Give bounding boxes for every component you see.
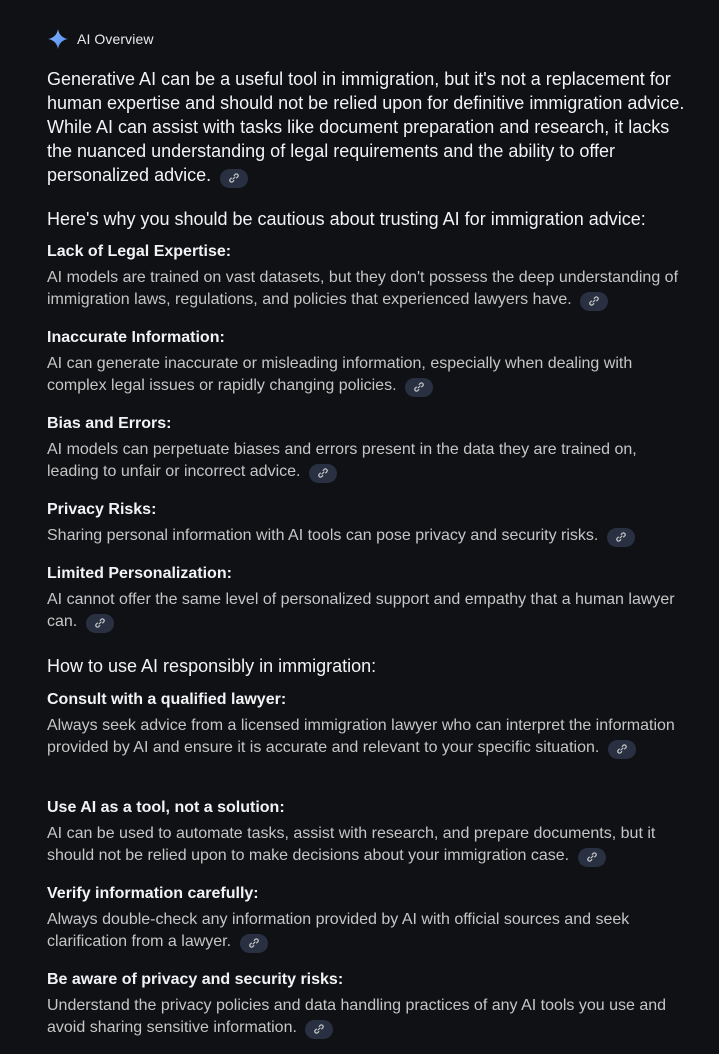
caution-item-title: Inaccurate Information: bbox=[47, 329, 225, 346]
caution-item-body bbox=[47, 353, 687, 397]
source-link-chip[interactable] bbox=[309, 464, 337, 483]
caution-item-privacy-risks bbox=[47, 499, 687, 547]
intro-paragraph bbox=[47, 67, 687, 188]
responsible-item-title: Use AI as a tool, not a solution: bbox=[47, 799, 285, 816]
caution-item-text: AI models can perpetuate biases and errors present in the data they are trained on, leading to unfair or incorrect advice. bbox=[47, 441, 637, 480]
source-link-chip[interactable] bbox=[580, 292, 608, 311]
responsible-item-text: Always double-check any information provided by AI with official sources and seek clarification from a lawyer. bbox=[47, 911, 630, 950]
link-icon bbox=[586, 851, 598, 863]
source-link-chip[interactable] bbox=[607, 528, 635, 547]
responsible-item-title: Verify information carefully: bbox=[47, 885, 259, 902]
responsible-item-verify-information bbox=[47, 883, 687, 953]
responsible-item-text: Always seek advice from a licensed immigration lawyer who can interpret the information provided by AI and ensure it is accurate and relevant to your specific situation. bbox=[47, 717, 675, 756]
link-icon bbox=[313, 1023, 325, 1035]
caution-item-title: Bias and Errors: bbox=[47, 415, 172, 432]
caution-item-text: AI cannot offer the same level of personalized support and empathy that a human lawyer can. bbox=[47, 591, 675, 630]
link-icon bbox=[588, 295, 600, 307]
source-link-chip[interactable] bbox=[608, 740, 636, 759]
caution-item-text: AI can generate inaccurate or misleading information, especially when dealing with complex legal issues or rapidly changing policies. bbox=[47, 355, 633, 394]
link-icon bbox=[616, 743, 628, 755]
source-link-chip[interactable] bbox=[305, 1020, 333, 1039]
link-icon bbox=[248, 937, 260, 949]
caution-item-body bbox=[47, 589, 687, 633]
ai-overview-header bbox=[47, 27, 154, 51]
responsible-item-body bbox=[47, 715, 687, 759]
source-link-chip[interactable] bbox=[220, 169, 248, 188]
link-icon bbox=[317, 467, 329, 479]
responsible-item-title: Be aware of privacy and security risks: bbox=[47, 971, 344, 988]
responsible-item-body bbox=[47, 909, 687, 953]
caution-item-limited-personalization bbox=[47, 563, 687, 633]
responsible-item-privacy-security bbox=[47, 969, 687, 1039]
responsible-item-tool-not-solution bbox=[47, 797, 687, 867]
responsible-item-body bbox=[47, 995, 687, 1039]
sparkle-icon bbox=[47, 28, 69, 50]
caution-item-legal-expertise bbox=[47, 241, 687, 311]
link-icon bbox=[228, 172, 240, 184]
source-link-chip[interactable] bbox=[578, 848, 606, 867]
caution-item-body bbox=[47, 525, 687, 547]
caution-item-body bbox=[47, 439, 687, 483]
ai-overview-title: AI Overview bbox=[77, 31, 154, 47]
link-icon bbox=[615, 531, 627, 543]
caution-item-text: AI models are trained on vast datasets, but they don't possess the deep understanding of immigration laws, regulations, and policies that experienced lawyers have. bbox=[47, 269, 679, 308]
responsible-item-text: Understand the privacy policies and data handling practices of any AI tools you use and avoid sharing sensitive information. bbox=[47, 997, 667, 1036]
caution-item-text: Sharing personal information with AI tools can pose privacy and security risks. bbox=[47, 527, 599, 544]
source-link-chip[interactable] bbox=[86, 614, 114, 633]
caution-item-title: Privacy Risks: bbox=[47, 501, 157, 518]
source-link-chip[interactable] bbox=[405, 378, 433, 397]
caution-item-body bbox=[47, 267, 687, 311]
caution-item-title: Limited Personalization: bbox=[47, 565, 232, 582]
caution-item-title: Lack of Legal Expertise: bbox=[47, 243, 232, 260]
responsible-item-title: Consult with a qualified lawyer: bbox=[47, 691, 287, 708]
intro-text: Generative AI can be a useful tool in immigration, but it's not a replacement for human expertise and should not be relied upon for definitive immigration advice. While AI can assist with tasks like document preparation and research, it lacks the nuanced understanding of legal requirements and the ability to offer personalized advice. bbox=[47, 69, 685, 185]
source-link-chip[interactable] bbox=[240, 934, 268, 953]
link-icon bbox=[413, 381, 425, 393]
responsible-use-heading: How to use AI responsibly in immigration: bbox=[47, 656, 377, 676]
caution-item-bias-errors bbox=[47, 413, 687, 483]
caution-item-inaccurate-information bbox=[47, 327, 687, 397]
responsible-item-consult-lawyer bbox=[47, 689, 687, 759]
cautions-heading: Here's why you should be cautious about trusting AI for immigration advice: bbox=[47, 209, 646, 229]
responsible-item-body bbox=[47, 823, 687, 867]
link-icon bbox=[94, 617, 106, 629]
responsible-item-text: AI can be used to automate tasks, assist with research, and prepare documents, but it should not be relied upon to make decisions about your immigration case. bbox=[47, 825, 656, 864]
